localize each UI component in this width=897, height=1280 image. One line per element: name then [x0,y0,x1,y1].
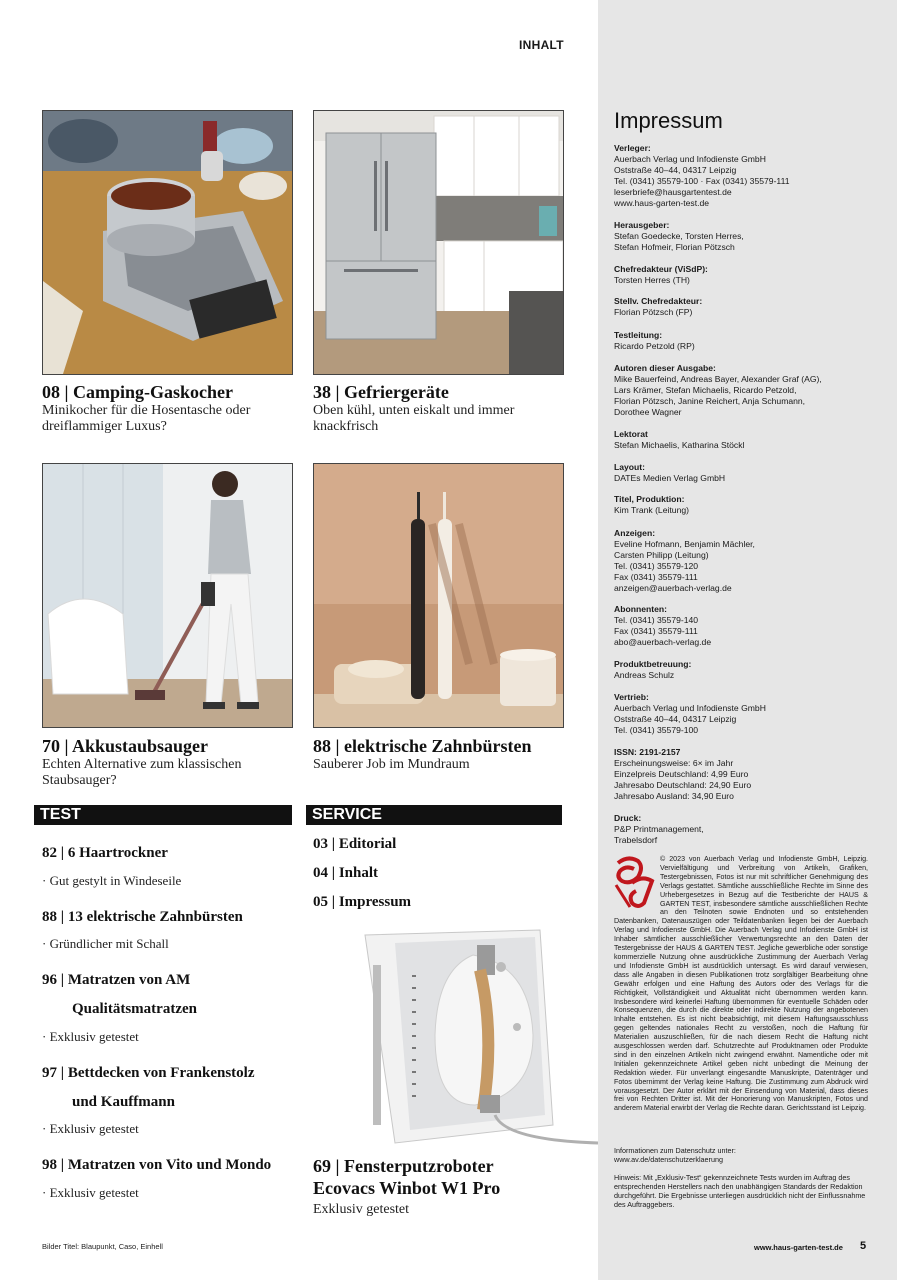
legal-notice: © 2023 von Auerbach Verlag und Infodienste GmbH, Leipzig. Vervielfältigung und Verbreitung von Artikeln, Grafiken, Testergebnissen, Fotos ist nur mit schriftlicher Genehmigung des Verlags gestattet. Sämtliche ausschließliche Rechte im Sinne des Urhebergesetzes in Bezug auf die Testberichte der HAUS & GARTEN TEST, insbesondere sämtliche ausschließlichen Rechte an den Teilnoten sowie Endnoten und so entstehenden Datenbanken, Datenauszügen oder Teildatenbanken liegen bei der Auerbach Verlag und Infodienste GmbH. Die Auerbach Verlag und Infodienste GmbH ist Inhaber sämtlicher ausschließlicher Verwertungsrechte an den Daten der Testergebnisse der HAUS & GARTEN TEST. Jegliche gewerbliche oder sonstige kommerzielle Nutzung ohne ausdrückliche Zustimmung der Auerbach Verlag und Infodienste GmbH ist ausdrücklich untersagt. Es wird darauf verwiesen, dass alle Angaben in diesen Publikationen trotz sorgfältiger Bearbeitung ohne Gewähr erfolgen und eine Haftung des Autors oder des Verlags für die Richtigkeit, Vollständigkeit und Aktualität nicht übernommen werden kann. Insbesondere wird keinerlei Haftung übernommen für eventuelle Schäden oder Konsequenzen, die durch die direkte oder indirekte Nutzung der angebotenen Inhalte entstehen. Es ist nicht beabsichtigt, mit diesem Haftungsausschluss gegen geltendes nationales Recht zu verstoßen, noch die Haftung für Materialien auszuschließen, für die nach diesem Recht die Haftung nicht ausgeschlossen werden darf. Schutzrechte auf Produktnamen oder Produkte sind in den einzelnen Artikeln nicht zwingend erwähnt. Namentliche oder mit Initialen gekennzeichnete Artikel geben nicht unbedingt die Meinung der Redaktion wieder. Für unverlangt eingesandte Manuskripte, Datenträger und Fotos übernimmt der Verlag keine Haftung. Die Zustimmung zum Abdruck wird vorausgesetzt. Der Autor erklärt mit der Einsendung von Material, dass dieses frei von Rechten Dritter ist. Mit der Honorierung von Manuskripten, Fotos und anderem Material erwirbt der Verlag die Rechte daran. Gerichtsstand ist Leipzig. [614,855,868,1113]
service-item[interactable]: 04 | Inhalt [313,865,378,881]
test-heading: TEST [34,805,292,825]
toothbrush-photo [313,463,564,728]
feature-title-toothbrush: 88 | elektrische Zahnbürsten [313,736,532,756]
feature-subtitle-vacuum: Echten Alternative zum klassischen Staubsauger? [42,757,242,788]
camping-stove-photo [42,110,293,375]
test-item-subtitle: · Gründlicher mit Schall [42,936,169,951]
robot-feature-subtitle: Exklusiv getestet [313,1202,410,1217]
feature-subtitle-freezer: Oben kühl, unten eiskalt und immer knackfrisch [313,403,515,434]
test-item-title[interactable]: 96 | Matratzen von AM [42,972,191,988]
test-item-subtitle: · Gut gestylt in Windeseile [42,873,182,888]
impressum-vertrieb: Vertrieb: Auerbach Verlag und Infodienste GmbH Oststraße 40–44, 04317 Leipzig Tel. (0341) 35579-100 [614,692,766,735]
test-item-title[interactable]: 88 | 13 elektrische Zahnbürsten [42,909,243,925]
impressum-anzeigen: Anzeigen: Eveline Hofmann, Benjamin Mächler, Carsten Philipp (Leitung) Tel. (0341) 35579-120 Fax (0341) 35579-111 anzeigen@auerbach-verlag.de [614,528,755,593]
impressum-heading: Impressum [614,108,723,133]
service-heading: SERVICE [306,805,562,825]
impressum-produktion: Titel, Produktion: Kim Trank (Leitung) [614,494,689,515]
service-item[interactable]: 05 | Impressum [313,894,412,910]
impressum-chefredakteur: Chefredakteur (ViSdP): Torsten Herres (TH) [614,264,708,285]
test-item-title-cont: und Kauffmann [72,1094,175,1110]
exklusiv-note: Hinweis: Mit „Exklusiv-Test“ gekennzeichnete Tests wurden im Auftrag des entsprechenden Herstellers nach den unabhängigen Standards der Redaktion durchgeführt. Die Ergebnisse unterliegen ausdrücklich nicht der Einflussnahme des Auftraggebers. [614,1173,866,1209]
service-item[interactable]: 03 | Editorial [313,836,397,852]
impressum-stellv: Stellv. Chefredakteur: Florian Pötzsch (FP) [614,296,703,317]
impressum-layout: Layout: DATEs Medien Verlag GmbH [614,462,726,483]
feature-title-vacuum: 70 | Akkustaubsauger [42,736,209,756]
section-label: INHALT [519,38,564,52]
feature-title-camping: 08 | Camping-Gaskocher [42,382,233,402]
auerbach-logo-icon [614,855,656,909]
privacy-info: Informationen zum Datenschutz unter: www.av.de/datenschutzerklaerung [614,1146,736,1164]
test-item-title-cont: Qualitätsmatratzen [72,1001,197,1017]
vacuum-photo [42,463,293,728]
impressum-abonnenten: Abonnenten: Tel. (0341) 35579-140 Fax (0341) 35579-111 abo@auerbach-verlag.de [614,604,712,647]
footer-url[interactable]: www.haus-garten-test.de [754,1243,843,1252]
test-item-subtitle: · Exklusiv getestet [42,1121,139,1136]
impressum-testleitung: Testleitung: Ricardo Petzold (RP) [614,330,695,351]
test-item-title[interactable]: 97 | Bettdecken von Frankenstolz [42,1065,255,1081]
impressum-produktbetreuung: Produktbetreuung: Andreas Schulz [614,659,692,680]
photo-credits: Bilder Titel: Blaupunkt, Caso, Einhell [42,1242,163,1251]
feature-title-freezer: 38 | Gefriergeräte [313,382,449,402]
impressum-herausgeber: Herausgeber: Stefan Goedecke, Torsten Herres, Stefan Hofmeir, Florian Pötzsch [614,220,744,252]
page-number: 5 [860,1240,867,1252]
impressum-druck: Druck: P&P Printmanagement, Trabelsdorf [614,813,704,845]
feature-subtitle-toothbrush: Sauberer Job im Mundraum [313,757,470,772]
test-item-title[interactable]: 98 | Matratzen von Vito und Mondo [42,1157,272,1173]
test-item-title[interactable]: 82 | 6 Haartrockner [42,845,168,861]
robot-feature-title: 69 | Fensterputzroboter Ecovacs Winbot W1 Pro [313,1156,501,1198]
window-robot-image [355,925,598,1150]
impressum-verleger: Verleger: Auerbach Verlag und Infodienste GmbH Oststraße 40–44, 04317 Leipzig Tel. (0341) 35579-100 · Fax (0341) 35579-111 leserbriefe@hausgartentest.de www.haus-garten-test.de [614,143,790,208]
impressum-lektorat: Lektorat Stefan Michaelis, Katharina Stöckl [614,429,745,450]
impressum-autoren: Autoren dieser Ausgabe: Mike Bauerfeind, Andreas Bayer, Alexander Graf (AG), Lars Krämer, Stefan Michaelis, Ricardo Petzold, Florian Pötzsch, Janine Reichert, Anja Schumann, Dorothee Wagner [614,363,822,417]
impressum-issn: ISSN: 2191-2157 Erscheinungsweise: 6× im Jahr Einzelpreis Deutschland: 4,99 Euro Jahresabo Deutschland: 24,90 Euro Jahresabo Ausland: 34,90 Euro [614,747,752,801]
fridge-photo [313,110,564,375]
test-item-subtitle: · Exklusiv getestet [42,1185,139,1200]
feature-subtitle-camping: Minikocher für die Hosentasche oder dreiflammiger Luxus? [42,403,251,434]
test-item-subtitle: · Exklusiv getestet [42,1029,139,1044]
